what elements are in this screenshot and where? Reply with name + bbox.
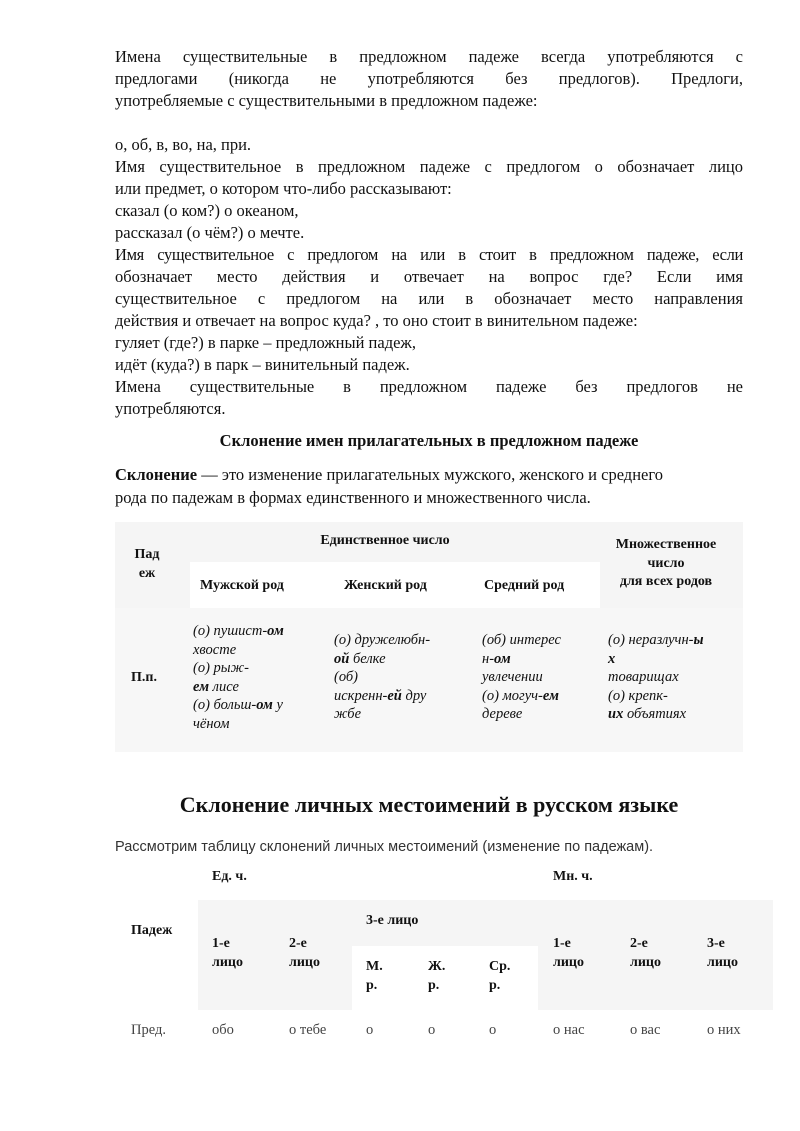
word-text: дереве [482, 706, 523, 722]
cell-line [608, 650, 738, 669]
table-cell: обо [212, 1022, 234, 1038]
cell-line [193, 715, 323, 734]
cell-line [334, 668, 464, 687]
header-line: Ж. [428, 959, 446, 974]
paragraph-line: действия и отвечает на вопрос куда? , то оно стоит в винительном падеже: [115, 311, 638, 330]
paragraph-line: Имена существительные в предложном падеже всегда употребляются с [115, 47, 743, 66]
header-line: 2-е [630, 936, 648, 951]
cell-line [334, 705, 464, 724]
cell-line [608, 705, 738, 724]
word-text: жбе [334, 706, 362, 722]
cell-line [334, 650, 464, 669]
cell-line [608, 687, 738, 706]
cell-line [334, 631, 464, 650]
header-line: лицо [630, 954, 661, 970]
definition-text: — это изменение прилагательных мужского, женского и среднего [197, 465, 663, 484]
plural-header: Мн. ч. [553, 869, 593, 884]
word-text: (о) крепк- [608, 687, 668, 704]
case-header-line: Пад [134, 547, 160, 562]
word-text: (о) рыж- [193, 660, 249, 676]
neuter-header [489, 958, 510, 995]
word-text: (о) могуч- [482, 687, 543, 704]
table-cell: о [366, 1022, 374, 1038]
row-case-label: Пред. [131, 1022, 166, 1038]
table-cell: о нас [553, 1022, 585, 1038]
cell-line [482, 705, 597, 724]
plural-cell [608, 631, 738, 724]
header-line: 3-е [707, 936, 725, 951]
feminine-header: Женский род [344, 578, 427, 593]
ending-text: х [608, 650, 616, 667]
masculine-cell [193, 622, 323, 733]
paragraph-line: обозначает место действия и отвечает на вопрос где? Если имя [115, 267, 743, 286]
ending-text: ем [542, 687, 559, 704]
word-text: (об) [334, 669, 359, 685]
ending-text: ом [256, 697, 273, 713]
feminine-cell [334, 631, 464, 724]
paragraph-line: или предмет, о котором что-либо рассказывают: [115, 179, 452, 198]
definition-term: Склонение [115, 465, 198, 484]
feminine-header [428, 958, 445, 995]
header-line: 1-е [553, 936, 571, 951]
plural-header-line: для всех родов [619, 574, 713, 589]
header-line: р. [428, 977, 440, 993]
word-text: (о) больш- [193, 697, 257, 713]
cell-line [193, 678, 323, 697]
header-line: лицо [707, 954, 738, 970]
prepositions-list: о, об, в, во, на, при. [115, 135, 252, 154]
paragraph-line: Имя существительное в предложном падеже с предлогом о обозначает лицо [115, 157, 743, 176]
cell-line [193, 696, 323, 715]
definition-line [115, 464, 663, 486]
cell-line [334, 687, 464, 706]
neuter-header: Средний род [484, 578, 565, 593]
word-text: хвосте [193, 641, 237, 658]
cell-line [482, 650, 597, 669]
word-text: дру [401, 687, 427, 704]
paragraph-line: предлогами (никогда не употребляются без предлогов). Предлоги, [115, 69, 743, 88]
header-line: лицо [212, 954, 243, 970]
cell-line [193, 622, 323, 641]
table-cell: о тебе [289, 1022, 327, 1038]
paragraph-line: существительное с предлогом на или в обозначает место направления [115, 289, 743, 308]
word-text: белке [349, 650, 386, 667]
plural-header-line: число [647, 555, 685, 571]
table-cell: о них [707, 1022, 741, 1038]
ending-text: их [608, 706, 624, 722]
second-person-header [289, 935, 320, 972]
paragraph-line: Имена существительные в предложном падеже без предлогов не [115, 377, 743, 396]
word-text: искренн- [334, 687, 388, 704]
section-heading: Склонение личных местоимений в русском языке [179, 792, 679, 817]
table-cell: о [489, 1022, 497, 1038]
word-text: увлечении [482, 669, 543, 685]
header-line: 1-е [212, 936, 230, 951]
word-text: чёном [193, 715, 230, 732]
ending-text: ой [334, 650, 350, 667]
ending-text: ом [267, 623, 284, 639]
header-line: р. [489, 977, 501, 993]
case-header: Падеж [131, 923, 173, 938]
word-text: (об) интерес [482, 632, 561, 648]
first-person-header [212, 935, 243, 972]
word-text: товарищах [608, 669, 679, 685]
word-text: (о) дружелюбн- [334, 632, 431, 648]
header-line: 2-е [289, 936, 307, 951]
paragraph-line: употребляются. [115, 399, 226, 418]
word-text: н- [482, 650, 495, 667]
masculine-header: Мужской род [200, 578, 284, 593]
ending-text: ом [494, 650, 511, 667]
first-person-plural-header [553, 935, 584, 972]
neuter-cell [482, 631, 597, 724]
header-line: лицо [553, 954, 584, 970]
word-text: (о) пушист- [193, 623, 268, 639]
case-header-line: еж [138, 565, 156, 581]
singular-header: Единственное число [320, 533, 450, 548]
header-line: р. [366, 977, 378, 993]
row-case-label: П.п. [131, 670, 157, 685]
singular-header: Ед. ч. [212, 869, 247, 884]
masculine-header [366, 958, 383, 995]
word-text: объятиях [623, 706, 687, 722]
intro-text: Рассмотрим таблицу склонений личных местоимений (изменение по падежам). [115, 839, 654, 855]
section-heading: Склонение имен прилагательных в предложном падеже [219, 431, 639, 450]
cell-line [482, 631, 597, 650]
header-line: Ср. [489, 959, 511, 974]
example-line: рассказал (о чём?) о мечте. [115, 223, 305, 242]
example-line: сказал (о ком?) о океаном, [115, 201, 299, 220]
header-line: М. [366, 959, 383, 974]
word-text: лисе [209, 678, 239, 695]
third-person-plural-header [707, 935, 738, 972]
header-line: лицо [289, 954, 320, 970]
paragraph-line: Имя существительное с предлогом на или в стоит в предложном падеже, если [115, 245, 743, 264]
case-header [122, 546, 172, 583]
definition-line: рода по падежам в формах единственного и множественного числа. [115, 488, 591, 507]
cell-line [608, 631, 738, 650]
plural-header-line: Множественное [615, 537, 717, 552]
word-text: (о) неразлучн- [608, 632, 694, 648]
table-cell: о вас [630, 1022, 661, 1038]
cell-line [482, 687, 597, 706]
plural-header [600, 536, 732, 592]
example-line: гуляет (где?) в парке – предложный падеж, [115, 333, 416, 352]
cell-line [193, 659, 323, 678]
example-line: идёт (куда?) в парк – винительный падеж. [115, 355, 410, 374]
cell-line [608, 668, 738, 687]
table-cell: о [428, 1022, 436, 1038]
cell-line [193, 641, 323, 660]
ending-text: ем [193, 678, 210, 695]
ending-text: ы [693, 632, 704, 648]
cell-line [482, 668, 597, 687]
ending-text: ей [387, 687, 402, 704]
word-text: у [272, 697, 283, 713]
second-person-plural-header [630, 935, 661, 972]
third-person-header: 3-е лицо [366, 913, 419, 928]
paragraph-line: употребляемые с существительными в предложном падеже: [115, 91, 538, 110]
